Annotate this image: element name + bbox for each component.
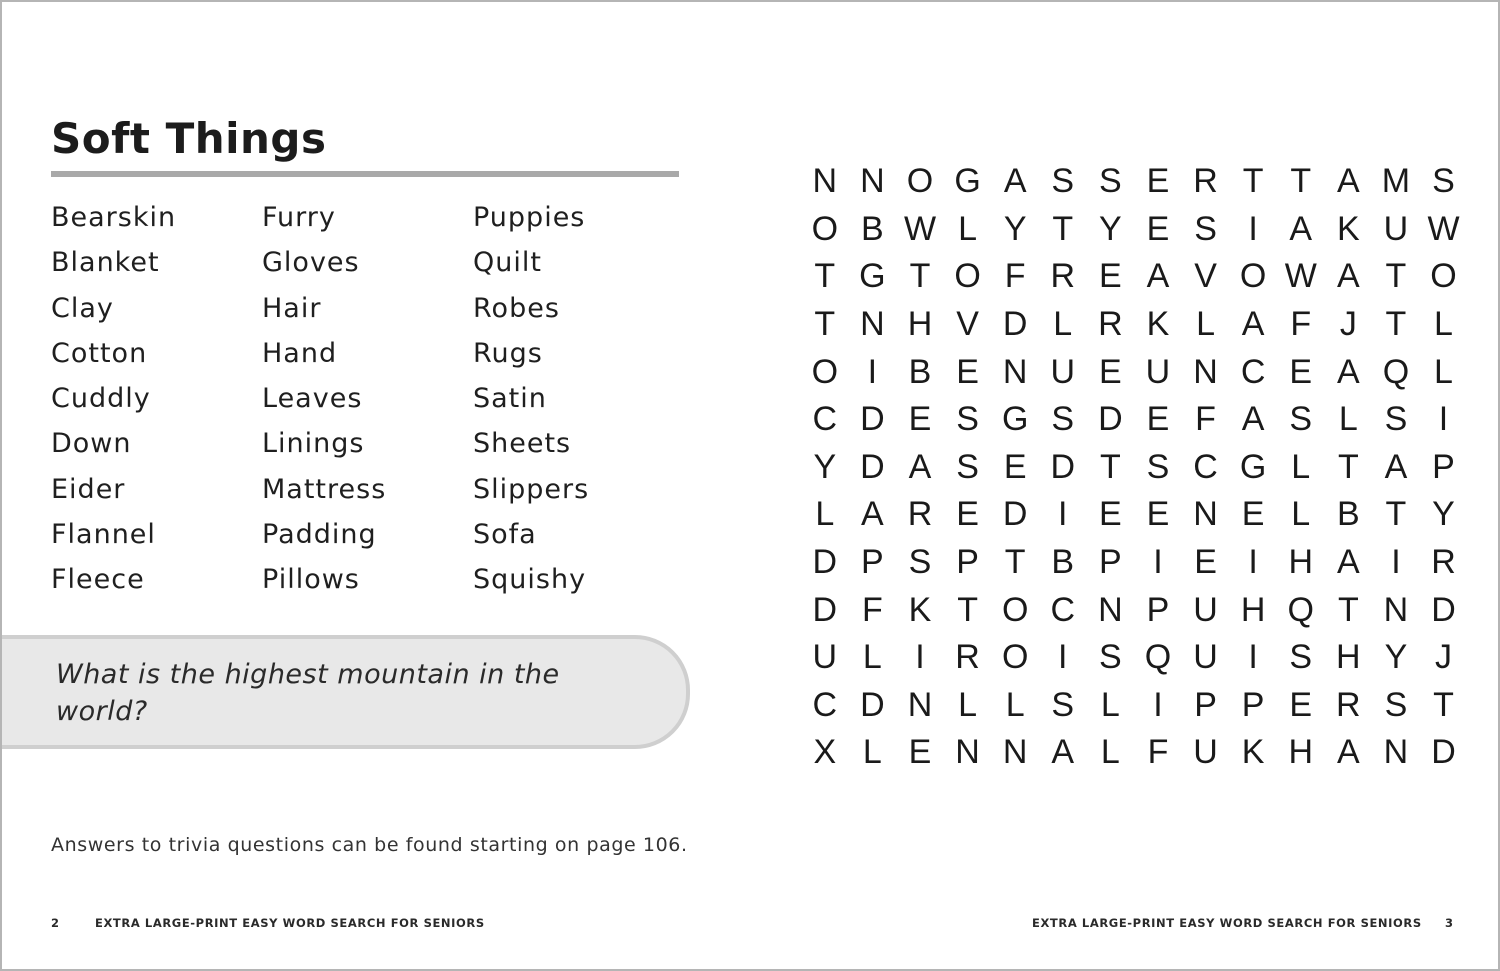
grid-letter[interactable]: O bbox=[954, 257, 981, 296]
grid-letter[interactable]: X bbox=[813, 733, 837, 772]
grid-letter[interactable]: E bbox=[1146, 495, 1170, 534]
grid-letter[interactable]: I bbox=[1153, 685, 1163, 724]
grid-letter[interactable]: K bbox=[1241, 733, 1265, 772]
grid-letter[interactable]: E bbox=[908, 733, 932, 772]
grid-letter[interactable]: O bbox=[1001, 590, 1029, 629]
grid-letter[interactable]: I bbox=[1248, 209, 1258, 248]
grid-letter[interactable]: T bbox=[1385, 305, 1407, 344]
word-list-item: Cuddly bbox=[51, 383, 151, 415]
grid-letter[interactable]: S bbox=[956, 447, 979, 486]
grid-letter[interactable]: L bbox=[1053, 305, 1073, 344]
word-list-item: Furry bbox=[262, 202, 336, 233]
grid-letter[interactable]: B bbox=[861, 209, 884, 248]
word-list-item: Satin bbox=[473, 383, 547, 415]
grid-letter[interactable]: N bbox=[1098, 590, 1123, 629]
word-list-item: Cotton bbox=[51, 337, 148, 369]
grid-letter[interactable]: A bbox=[1384, 447, 1408, 486]
grid-letter[interactable]: A bbox=[1336, 162, 1360, 201]
grid-letter[interactable]: V bbox=[1194, 257, 1217, 296]
grid-letter[interactable]: C bbox=[812, 685, 838, 724]
grid-letter[interactable]: E bbox=[1289, 685, 1313, 724]
grid-letter[interactable]: T bbox=[1290, 162, 1312, 201]
grid-letter[interactable]: I bbox=[1058, 638, 1068, 677]
grid-letter[interactable]: C bbox=[812, 400, 838, 439]
grid-letter[interactable]: K bbox=[1146, 305, 1170, 344]
grid-letter[interactable]: K bbox=[1336, 209, 1360, 248]
grid-letter[interactable]: W bbox=[1427, 209, 1460, 248]
grid-letter[interactable]: Q bbox=[1287, 590, 1314, 629]
grid-letter[interactable]: A bbox=[1003, 162, 1027, 201]
word-list-item: Rugs bbox=[473, 337, 543, 369]
grid-letter[interactable]: Y bbox=[813, 447, 837, 486]
trivia-box bbox=[0, 635, 690, 749]
grid-letter[interactable]: F bbox=[1147, 733, 1169, 772]
word-list-item: Mattress bbox=[262, 473, 387, 505]
grid-letter[interactable]: R bbox=[1336, 685, 1361, 724]
puzzle-title: Soft Things bbox=[51, 114, 327, 163]
grid-letter[interactable]: Y bbox=[1099, 209, 1122, 248]
grid-letter[interactable]: S bbox=[1384, 685, 1408, 724]
grid-letter[interactable]: D bbox=[860, 447, 885, 486]
word-list-item: Hair bbox=[262, 292, 322, 324]
grid-letter[interactable]: D bbox=[1050, 447, 1076, 486]
grid-letter[interactable]: I bbox=[1391, 543, 1401, 582]
grid-letter[interactable]: D bbox=[1431, 733, 1456, 772]
grid-letter[interactable]: G bbox=[954, 162, 981, 201]
grid-letter[interactable]: R bbox=[955, 638, 980, 677]
grid-letter[interactable]: E bbox=[1241, 495, 1265, 534]
grid-letter[interactable]: O bbox=[1001, 638, 1029, 677]
grid-letter[interactable]: M bbox=[1381, 162, 1411, 201]
grid-letter[interactable]: T bbox=[909, 257, 931, 296]
word-list-item: Slippers bbox=[473, 473, 590, 505]
grid-letter[interactable]: E bbox=[1146, 209, 1170, 248]
grid-letter[interactable]: B bbox=[908, 352, 932, 391]
grid-letter[interactable]: E bbox=[1003, 447, 1027, 486]
grid-letter[interactable]: I bbox=[1153, 543, 1163, 582]
grid-letter[interactable]: D bbox=[1002, 495, 1028, 534]
grid-letter[interactable]: S bbox=[1146, 447, 1170, 486]
grid-letter[interactable]: H bbox=[1288, 733, 1314, 772]
grid-letter[interactable]: S bbox=[1432, 162, 1455, 201]
grid-letter[interactable]: T bbox=[814, 305, 836, 344]
left-page-number: 2 bbox=[51, 916, 60, 930]
grid-letter[interactable]: O bbox=[906, 162, 934, 201]
grid-letter[interactable]: Q bbox=[1144, 638, 1172, 677]
grid-letter[interactable]: E bbox=[908, 400, 932, 439]
grid-letter[interactable]: P bbox=[1241, 685, 1265, 724]
grid-letter[interactable]: A bbox=[1336, 543, 1360, 582]
word-list-item: Gloves bbox=[262, 247, 360, 279]
grid-letter[interactable]: S bbox=[1099, 638, 1122, 677]
word-list-item: Hand bbox=[262, 337, 338, 369]
grid-letter[interactable]: I bbox=[1438, 400, 1449, 439]
grid-letter[interactable]: O bbox=[811, 352, 839, 391]
grid-letter[interactable]: A bbox=[1241, 400, 1265, 439]
grid-letter[interactable]: P bbox=[1194, 685, 1217, 724]
grid-letter[interactable]: A bbox=[1336, 352, 1360, 391]
grid-letter[interactable]: Y bbox=[1384, 638, 1408, 677]
grid-letter[interactable]: N bbox=[907, 685, 933, 724]
grid-letter[interactable]: U bbox=[1383, 209, 1409, 248]
word-list-item: Sheets bbox=[473, 428, 572, 460]
grid-letter[interactable]: N bbox=[1193, 495, 1218, 534]
grid-letter[interactable]: S bbox=[1051, 685, 1075, 724]
grid-letter[interactable]: U bbox=[1193, 733, 1218, 772]
grid-letter[interactable]: F bbox=[862, 590, 883, 629]
grid-letter[interactable]: V bbox=[956, 305, 979, 344]
word-column bbox=[262, 198, 473, 606]
grid-letter[interactable]: J bbox=[1339, 305, 1357, 344]
grid-letter[interactable]: S bbox=[1194, 209, 1217, 248]
grid-letter[interactable]: H bbox=[1336, 638, 1361, 677]
word-list-item: Pillows bbox=[262, 564, 360, 596]
grid-letter[interactable]: P bbox=[956, 543, 979, 582]
grid-letter[interactable]: D bbox=[1431, 590, 1456, 629]
grid-letter[interactable]: R bbox=[907, 495, 933, 534]
word-list-item: Bearskin bbox=[51, 202, 177, 233]
grid-letter[interactable]: L bbox=[1100, 733, 1120, 772]
grid-letter[interactable]: E bbox=[1099, 257, 1122, 296]
grid-letter[interactable]: Q bbox=[1382, 352, 1410, 391]
grid-letter[interactable]: H bbox=[1240, 590, 1266, 629]
grid-letter[interactable]: K bbox=[908, 590, 932, 629]
answers-note: Answers to trivia questions can be found starting on page 106. bbox=[51, 834, 688, 856]
grid-letter[interactable]: R bbox=[1431, 543, 1456, 582]
word-list-item: Down bbox=[51, 428, 132, 460]
grid-letter[interactable]: O bbox=[811, 209, 839, 248]
grid-letter[interactable]: H bbox=[907, 305, 933, 344]
grid-letter[interactable]: T bbox=[1385, 257, 1407, 296]
grid-letter[interactable]: E bbox=[1099, 495, 1122, 534]
grid-letter[interactable]: P bbox=[1099, 543, 1122, 582]
grid-letter[interactable]: G bbox=[859, 257, 886, 296]
word-list-item: Eider bbox=[51, 473, 126, 505]
grid-letter[interactable]: A bbox=[1146, 257, 1170, 296]
grid-letter[interactable]: O bbox=[1239, 257, 1267, 296]
grid-letter[interactable]: T bbox=[1052, 209, 1074, 248]
grid-letter[interactable]: E bbox=[1146, 162, 1170, 201]
grid-letter[interactable]: N bbox=[1193, 352, 1218, 391]
grid-letter[interactable]: T bbox=[1099, 447, 1121, 486]
grid-letter[interactable]: D bbox=[860, 685, 885, 724]
grid-letter[interactable]: U bbox=[1193, 638, 1218, 677]
grid-letter[interactable]: I bbox=[915, 638, 925, 677]
grid-letter[interactable]: F bbox=[1290, 305, 1312, 344]
grid-letter[interactable]: B bbox=[1051, 543, 1075, 582]
right-running-title: EXTRA LARGE-PRINT EASY WORD SEARCH FOR SENIORS bbox=[1032, 916, 1422, 930]
grid-letter[interactable]: A bbox=[861, 495, 884, 534]
grid-letter[interactable]: E bbox=[1099, 352, 1122, 391]
grid-letter[interactable]: U bbox=[1145, 352, 1171, 391]
grid-letter[interactable]: A bbox=[1336, 733, 1360, 772]
grid-letter[interactable]: J bbox=[1435, 638, 1453, 677]
grid-letter[interactable]: R bbox=[1098, 305, 1123, 344]
title-divider bbox=[51, 171, 679, 177]
grid-letter[interactable]: E bbox=[956, 495, 979, 534]
grid-letter[interactable]: N bbox=[860, 305, 885, 344]
grid-letter[interactable]: N bbox=[860, 162, 885, 201]
grid-letter[interactable]: T bbox=[957, 590, 978, 629]
grid-letter[interactable]: C bbox=[1193, 447, 1218, 486]
word-list-item: Padding bbox=[262, 519, 377, 551]
grid-letter[interactable]: Y bbox=[1003, 209, 1027, 248]
grid-letter[interactable]: T bbox=[1433, 685, 1454, 724]
grid-letter[interactable]: R bbox=[1193, 162, 1218, 201]
word-column bbox=[51, 198, 262, 606]
grid-letter[interactable]: I bbox=[1058, 495, 1068, 534]
grid-letter[interactable]: T bbox=[1337, 590, 1359, 629]
grid-letter[interactable]: S bbox=[956, 400, 979, 439]
word-search-grid bbox=[801, 158, 1467, 777]
grid-letter[interactable]: C bbox=[1240, 352, 1266, 391]
grid-letter[interactable]: S bbox=[1384, 400, 1408, 439]
grid-letter[interactable]: S bbox=[1099, 162, 1122, 201]
grid-letter[interactable]: W bbox=[903, 209, 937, 248]
right-page-number: 3 bbox=[1445, 916, 1454, 930]
grid-letter[interactable]: U bbox=[1193, 590, 1218, 629]
word-list-item: Clay bbox=[51, 292, 114, 324]
grid-letter[interactable]: D bbox=[1098, 400, 1123, 439]
grid-letter[interactable]: P bbox=[1432, 447, 1455, 486]
grid-letter[interactable]: N bbox=[1383, 733, 1409, 772]
grid-letter[interactable]: C bbox=[1050, 590, 1076, 629]
grid-letter[interactable]: O bbox=[1430, 257, 1457, 296]
trivia-question: What is the highest mountain in the world? bbox=[56, 659, 560, 727]
grid-letter[interactable]: N bbox=[1002, 733, 1028, 772]
word-list-item: Leaves bbox=[262, 383, 363, 415]
grid-letter[interactable]: D bbox=[812, 543, 838, 582]
grid-letter[interactable]: T bbox=[1385, 495, 1407, 534]
grid-letter[interactable]: T bbox=[1337, 447, 1359, 486]
grid-letter[interactable]: E bbox=[1289, 352, 1313, 391]
grid-letter[interactable]: L bbox=[1434, 305, 1453, 344]
word-list-item: Quilt bbox=[473, 247, 542, 279]
word-list-item: Sofa bbox=[473, 519, 537, 551]
grid-letter[interactable]: L bbox=[958, 685, 978, 724]
grid-letter[interactable]: D bbox=[812, 590, 838, 629]
word-list-item: Flannel bbox=[51, 519, 156, 551]
grid-letter[interactable]: A bbox=[1051, 733, 1075, 772]
word-list-item: Puppies bbox=[473, 202, 586, 233]
word-list-item: Fleece bbox=[51, 564, 145, 596]
grid-letter[interactable]: A bbox=[1289, 209, 1313, 248]
grid-letter[interactable]: U bbox=[812, 638, 838, 677]
grid-letter[interactable]: I bbox=[1248, 543, 1258, 582]
grid-letter[interactable]: W bbox=[1284, 257, 1317, 296]
grid-letter[interactable]: A bbox=[1241, 305, 1265, 344]
grid-letter[interactable]: L bbox=[862, 733, 882, 772]
grid-letter[interactable]: G bbox=[1001, 400, 1029, 439]
grid-letter[interactable]: P bbox=[861, 543, 884, 582]
grid-letter[interactable]: S bbox=[1289, 638, 1313, 677]
word-list-item: Robes bbox=[473, 292, 560, 324]
grid-letter[interactable]: F bbox=[1195, 400, 1216, 439]
word-list-item: Linings bbox=[262, 428, 365, 460]
grid-letter[interactable]: S bbox=[1051, 162, 1075, 201]
grid-letter[interactable]: A bbox=[1336, 257, 1360, 296]
grid-letter[interactable]: H bbox=[1288, 543, 1314, 582]
grid-letter[interactable]: L bbox=[1338, 400, 1358, 439]
grid-letter[interactable]: E bbox=[1146, 400, 1170, 439]
grid-letter[interactable]: U bbox=[1050, 352, 1076, 391]
grid-letter[interactable]: I bbox=[1248, 638, 1258, 677]
grid-letter[interactable]: N bbox=[812, 162, 838, 201]
grid-letter[interactable]: E bbox=[1194, 543, 1217, 582]
grid-letter[interactable]: L bbox=[1005, 685, 1025, 724]
grid-letter[interactable]: T bbox=[1242, 162, 1264, 201]
word-column bbox=[473, 198, 684, 606]
grid-letter[interactable]: T bbox=[814, 257, 836, 296]
grid-letter[interactable]: D bbox=[860, 400, 885, 439]
grid-letter[interactable]: T bbox=[1004, 543, 1026, 582]
grid-letter[interactable]: N bbox=[1002, 352, 1028, 391]
grid-letter[interactable]: I bbox=[867, 352, 878, 391]
grid-letter[interactable]: L bbox=[1100, 685, 1120, 724]
left-running-title: EXTRA LARGE-PRINT EASY WORD SEARCH FOR SENIORS bbox=[95, 916, 485, 930]
grid-letter[interactable]: F bbox=[1004, 257, 1026, 296]
grid-letter[interactable]: S bbox=[1289, 400, 1313, 439]
grid-letter[interactable]: G bbox=[1239, 447, 1267, 486]
grid-letter[interactable]: E bbox=[956, 352, 979, 391]
word-list-item: Blanket bbox=[51, 247, 160, 279]
grid-letter[interactable]: L bbox=[1291, 495, 1311, 534]
grid-letter[interactable]: N bbox=[955, 733, 980, 772]
grid-letter[interactable]: P bbox=[1146, 590, 1170, 629]
grid-letter[interactable]: A bbox=[908, 447, 932, 486]
grid-letter[interactable]: S bbox=[908, 543, 932, 582]
grid-letter[interactable]: R bbox=[1050, 257, 1076, 296]
grid-letter[interactable]: L bbox=[862, 638, 882, 677]
grid-letter[interactable]: L bbox=[1196, 305, 1215, 344]
grid-letter[interactable]: S bbox=[1051, 400, 1075, 439]
grid-letter[interactable]: L bbox=[1291, 447, 1311, 486]
word-list-item: Squishy bbox=[473, 564, 587, 596]
grid-letter[interactable]: N bbox=[1383, 590, 1409, 629]
word-list bbox=[51, 198, 684, 606]
grid-letter[interactable]: B bbox=[1336, 495, 1360, 534]
grid-letter[interactable]: L bbox=[815, 495, 835, 534]
grid-letter[interactable]: D bbox=[1002, 305, 1028, 344]
grid-letter[interactable]: L bbox=[1434, 352, 1453, 391]
grid-letter[interactable]: Y bbox=[1432, 495, 1455, 534]
grid-letter[interactable]: L bbox=[958, 209, 978, 248]
